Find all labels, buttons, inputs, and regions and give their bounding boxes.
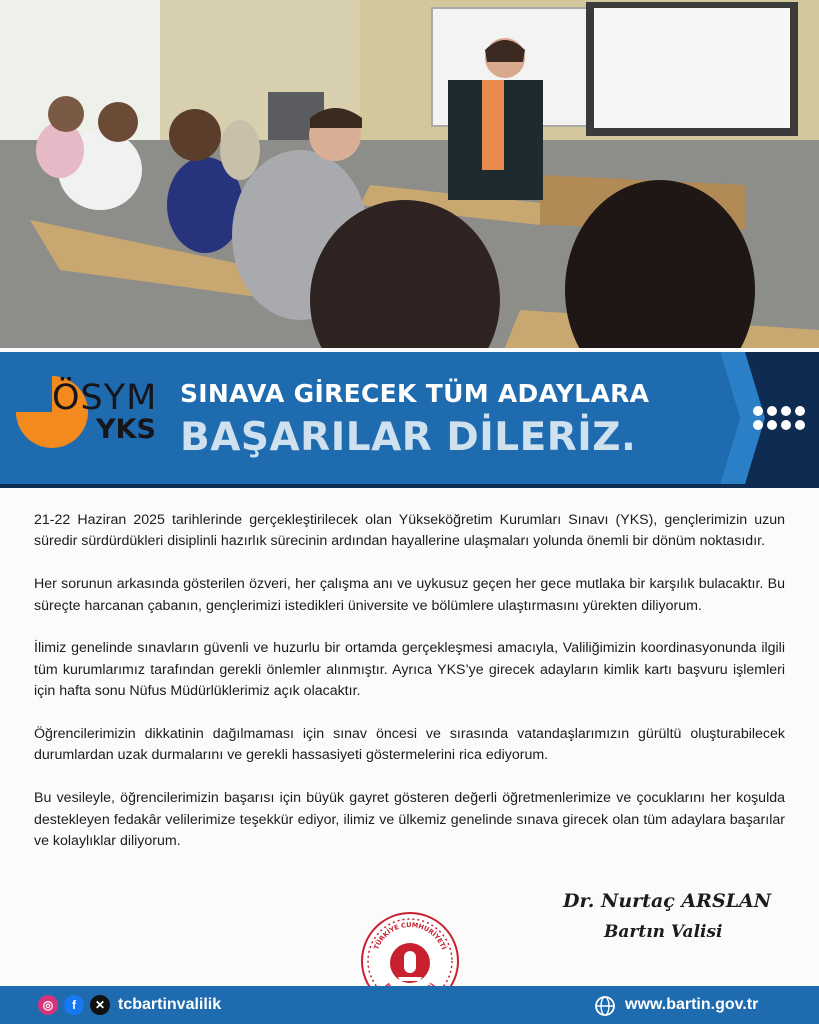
social-handle[interactable]: tcbartinvalilik [118,996,222,1013]
social-links [38,995,110,1015]
facebook-icon[interactable]: f [64,995,84,1015]
headline-line-1: SINAVA GİRECEK TÜM ADAYLARA [180,379,650,408]
headline-line-2: BAŞARILAR DİLERİZ. [180,415,637,460]
yks-logo-text: YKS [96,414,156,445]
paragraph: Öğrencilerimizin dikkatinin dağılmaması için sınav öncesi ve sırasında vatandaşlarımızın gürültü oluşturabilecek durumlardan uzak durmalarını ve gerekli hassasiyeti göstermelerini rica ediyorum. [34,726,785,764]
paragraph: Bu vesileyle, öğrencilerimizin başarısı için büyük gayret gösteren değerli öğretmenlerimize ve çocuklarını her koşulda destekleyen fedakâr velilerimize teşekkür ediyor, ilimiz ve ülkemiz genelinde sınava girecek olan tüm adaylara başarılar ve kolaylıklar diliyorum. [34,790,785,850]
paragraph: Her sorunun arkasında gösterilen özveri, her çalışma anı ve uykusuz geçen her gece mutlaka bir karşılık bulacaktır. Bu süreçte harcanan çabanın, gençlerimizi istedikleri üniversite ve bölümlere ulaştırmasını yürekten diliyorum. [34,576,785,614]
signature-name: Dr. Nurtaç ARSLAN [563,890,772,912]
letter-body [34,510,785,874]
instagram-icon[interactable]: ◎ [38,995,58,1015]
globe-icon [594,995,616,1017]
website-link[interactable]: www.bartin.gov.tr [625,996,759,1013]
svg-text:TÜRKİYE CUMHURİYETİ: TÜRKİYE CUMHURİYETİ [372,920,448,951]
paragraph: İlimiz genelinde sınavların güvenli ve huzurlu bir ortamda gerçekleşmesi amacıyla, Valiliğimizin koordinasyonunda ilgili tüm kurumlarımız tarafından gerekli önlemler alınmıştır. Ayrıca YKS’ye girecek adayların kimlik kartı başvuru işlemleri için hafta sonu Nüfus Müdürlüklerimiz açık olacaktır. [34,640,785,700]
paragraph: 21-22 Haziran 2025 tarihlerinde gerçekleştirilecek olan Yükseköğretim Kurumları Sınavı (YKS), gençlerimizin uzun süredir sürdürdükleri disiplinli hazırlık sürecinin ardından hayallerine ulaşmaları yolunda önemli bir dönüm noktasıdır. [34,512,785,550]
decorative-dots [753,406,809,430]
x-icon[interactable]: ✕ [90,995,110,1015]
osym-logo-text: ÖSYM [52,378,158,418]
signature-title: Bartın Valisi [604,922,723,942]
classroom-photo [0,0,819,378]
